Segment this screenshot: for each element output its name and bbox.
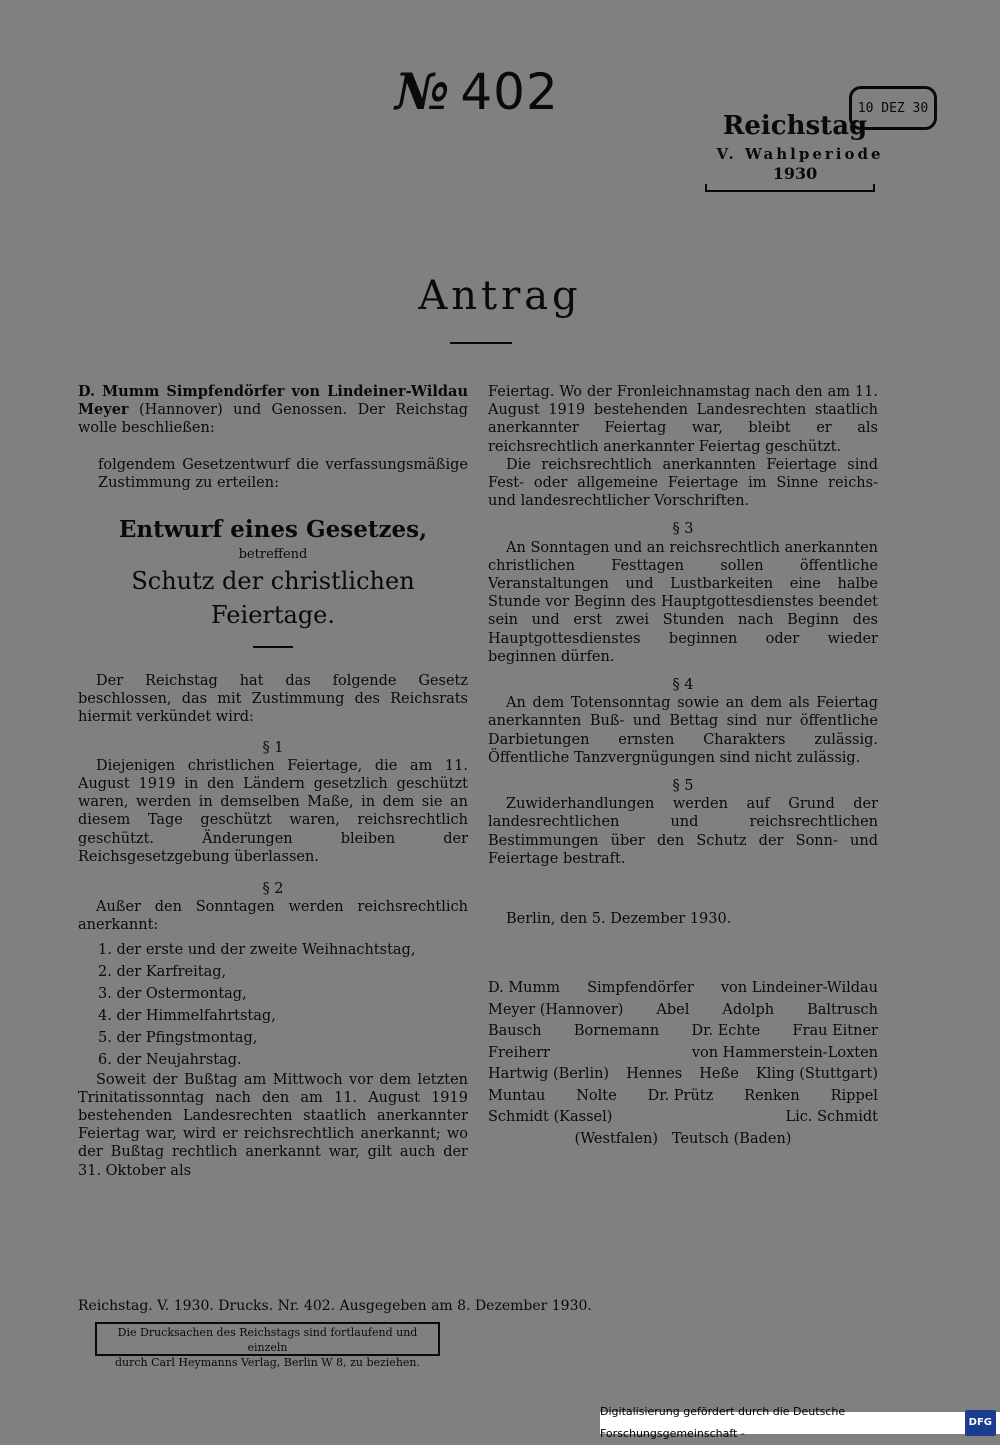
intro-paragraph — [78, 383, 468, 438]
section-2-final: Die reichsrechtlich anerkannten Feiertage sind Fest- oder allgemeine Feiertage im Sinne reichs- und landesrechtlicher Vorschriften. — [488, 456, 878, 510]
left-column — [78, 383, 468, 1180]
section-2-text: Soweit der Bußtag am Mittwoch vor dem letzten Trinitatissonntag nach den am 11. August 1919 bestehenden Landesrechten staatlich anerkannter Feiertag war, wird er reichsrechtlich anerkannt; wo der Bußtag rechtlich anerkannt war, gilt auch der 31. Oktober als — [78, 1071, 468, 1179]
signatory: Rippel — [830, 1087, 878, 1104]
draft-concerning: betreffend — [238, 547, 308, 563]
signatory: Baltrusch — [807, 1001, 878, 1018]
section-3-heading: § 3 — [672, 521, 694, 538]
section-2-heading: § 2 — [262, 881, 284, 898]
list-item: 2. der Karfreitag, — [98, 963, 227, 980]
section-2-intro: Außer den Sonntagen werden reichsrechtlich anerkannt: — [78, 899, 468, 934]
signatory: von Lindeiner-Wildau — [720, 980, 878, 997]
signatory: Adolph — [722, 1001, 775, 1018]
signatory: Dr. Prütz — [647, 1087, 714, 1104]
signatory: Meyer (Hannover) — [488, 1001, 624, 1018]
publisher-line-1: Die Drucksachen des Reichstags sind fortlaufend und einzeln — [117, 1326, 418, 1354]
list-item: 4. der Himmelfahrtstag, — [98, 1007, 276, 1024]
signatory: Muntau — [488, 1087, 546, 1104]
right-column — [488, 383, 878, 1150]
signatory: Hennes — [626, 1066, 683, 1083]
signatory: Heße — [699, 1066, 739, 1083]
reichstag-label: Reichstag — [722, 111, 868, 141]
document-number — [395, 62, 559, 122]
section-4-text: An dem Totensonntag sowie an dem als Feiertag anerkannten Buß- und Bettag sind nur öffentliche Darbietungen ernsten Charakters zulässig. Öffentliche Tanzvergnügungen sind nicht zulässig. — [488, 695, 878, 766]
signatory: Nolte — [576, 1087, 617, 1104]
list-item: 6. der Neujahrstag. — [98, 1051, 242, 1068]
signatory: Bausch — [488, 1023, 542, 1040]
signatory: Renken — [744, 1087, 800, 1104]
section-5-text: Zuwiderhandlungen werden auf Grund der landesrechtlichen und reichsrechtlichen Bestimmungen über den Schutz der Sonn- und Feiertage bestraft. — [488, 796, 878, 867]
publisher-line-2: durch Carl Heymanns Verlag, Berlin W 8, zu beziehen. — [115, 1356, 420, 1369]
enacting-clause: Der Reichstag hat das folgende Gesetz beschlossen, das mit Zustimmung des Reichsrats hiermit verkündet wird: — [78, 673, 468, 726]
signatory: Frau Eitner — [792, 1023, 878, 1040]
intro-names: D. Mumm Simpfendörfer von Lindeiner-Wildau Meyer — [78, 383, 468, 419]
section-1-text: Diejenigen christlichen Feiertage, die am 11. August 1919 in den Ländern gesetzlich geschützt waren, werden in demselben Maße, in dem sie an diesem Tage geschützt waren, reichsrechtlich geschützt. Änderungen bleiben der Reichsgesetzgebung überlassen. — [78, 757, 468, 865]
list-item: 3. der Ostermontag, — [98, 985, 247, 1002]
signatory: Freiherr — [488, 1044, 550, 1061]
signatory: Dr. Echte — [691, 1023, 761, 1040]
date-stamp: 10 DEZ 30 — [849, 86, 937, 130]
signatory-last-line — [488, 1129, 878, 1151]
section-2-continued: Feiertag. Wo der Fronleichnamstag nach den am 11. August 1919 bestehenden Landesrechten staatlich anerkannter Feiertag war, bleibt er als reichsrechtlich anerkannter Feiertag geschützt. — [488, 384, 878, 455]
intro-rest: (Hannover) und Genossen. Der Reichstag wolle beschließen: — [78, 402, 468, 437]
page-title: Antrag — [418, 273, 582, 319]
signatory: (Westfalen) — [574, 1130, 658, 1147]
signatory: Bornemann — [573, 1023, 660, 1040]
credit-text: Digitalisierung gefördert durch die Deutsche Forschungsgemeinschaft - — [600, 1405, 846, 1440]
title-divider — [450, 342, 512, 344]
signatory: von Hammerstein-Loxten — [691, 1044, 878, 1061]
list-item: 1. der erste und der zweite Weihnachtstag, — [98, 941, 416, 958]
signatory: Hartwig (Berlin) — [488, 1066, 610, 1083]
draft-subject: Schutz der christlichen Feiertage. — [131, 567, 415, 630]
signatory: D. Mumm — [488, 980, 561, 997]
signatory: Abel — [656, 1001, 690, 1018]
section-4-heading: § 4 — [672, 677, 694, 694]
signatory: Lic. Schmidt — [785, 1109, 878, 1126]
section-5-heading: § 5 — [672, 778, 694, 795]
signatory: Kling (Stuttgart) — [755, 1066, 878, 1083]
place-date: Berlin, den 5. Dezember 1930. — [506, 911, 732, 928]
holiday-list — [78, 939, 468, 1071]
number-symbol: № — [395, 62, 451, 121]
draft-title: Entwurf eines Gesetzes, — [118, 516, 428, 544]
publisher-notice — [95, 1322, 440, 1369]
digitization-credit — [600, 1405, 1000, 1440]
signatory: Schmidt (Kassel) — [488, 1109, 613, 1126]
list-item: 5. der Pfingstmontag, — [98, 1029, 258, 1046]
number-value: 402 — [460, 63, 559, 121]
draft-divider — [253, 646, 293, 648]
signatory-list — [488, 978, 878, 1129]
proposal-text: folgendem Gesetzentwurf die verfassungsmäßige Zustimmung zu erteilen: — [98, 456, 468, 491]
section-3-text: An Sonntagen und an reichsrechtlich anerkannten christlichen Festtagen sollen öffentliche Veranstaltungen und Lustbarkeiten eine halbe Stunde vor Beginn des Hauptgottesdienstes beendet sein und erst zwei Stunden nach Beginn des Hauptgottesdienstes beginnen oder wieder beginnen dürfen. — [488, 539, 878, 665]
dfg-logo-icon: DFG — [965, 1410, 996, 1436]
header-bracket — [705, 184, 875, 192]
signatory: Teutsch (Baden) — [671, 1130, 792, 1147]
section-1-heading: § 1 — [262, 739, 284, 756]
signatory: Simpfendörfer — [587, 980, 694, 997]
print-reference: Reichstag. V. 1930. Drucks. Nr. 402. Ausgegeben am 8. Dezember 1930. — [78, 1298, 592, 1314]
period-label: V. Wahlperiode — [716, 145, 884, 163]
year-label: 1930 — [772, 164, 818, 183]
